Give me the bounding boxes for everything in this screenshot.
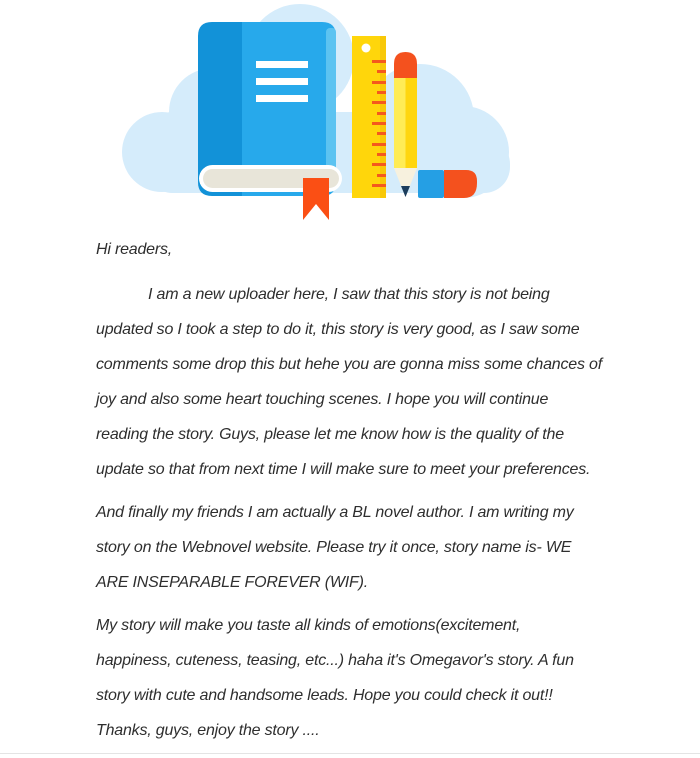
pencil-icon (394, 52, 417, 197)
ruler-icon (352, 36, 386, 198)
letter-line: story on the Webnovel website. Please try it once, story name is- WE (96, 539, 572, 556)
letter-line: happiness, cuteness, teasing, etc...) haha it's Omegavor's story. A fun (96, 652, 574, 669)
letter-line: My story will make you taste all kinds of emotions(excitement, (96, 617, 521, 634)
letter-line: reading the story. Guys, please let me know how is the quality of the (96, 426, 564, 443)
uploader-note (96, 232, 644, 748)
letter-line: story with cute and handsome leads. Hope you could check it out!! (96, 687, 553, 704)
letter-line: update so that from next time I will make sure to meet your preferences. (96, 461, 591, 478)
letter-line: I am a new uploader here, I saw that this story is not being (148, 286, 550, 303)
book-stationery-illustration (0, 0, 700, 230)
letter-line: comments some drop this but hehe you are gonna miss some chances of (96, 356, 602, 373)
letter-line: And finally my friends I am actually a BL novel author. I am writing my (96, 504, 574, 521)
letter-line: joy and also some heart touching scenes. I hope you will continue (96, 391, 549, 408)
eraser-icon (418, 170, 477, 198)
letter-paragraph-3 (96, 608, 644, 748)
letter-line: Thanks, guys, enjoy the story .... (96, 722, 320, 739)
bookmark-ribbon-icon (303, 178, 329, 220)
letter-paragraph-1 (96, 277, 644, 487)
bottom-divider (0, 753, 700, 754)
letter-line: ARE INSEPARABLE FOREVER (WIF). (96, 574, 368, 591)
letter-greeting: Hi readers, (96, 241, 173, 258)
cover-lines (256, 61, 308, 102)
letter-line: updated so I took a step to do it, this story is very good, as I saw some (96, 321, 580, 338)
letter-paragraph-2 (96, 495, 644, 600)
book-icon (198, 22, 342, 220)
